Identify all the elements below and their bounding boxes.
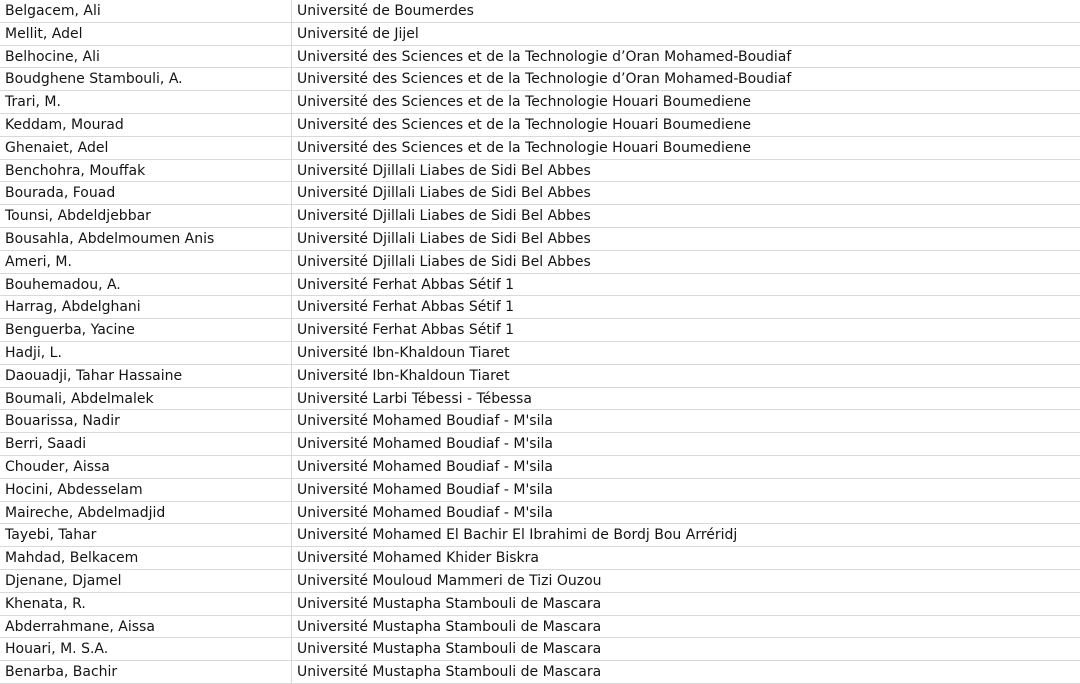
name-cell[interactable]: Djenane, Djamel — [0, 570, 292, 592]
university-cell[interactable]: Université des Sciences et de la Technologie Houari Boumediene — [297, 94, 751, 111]
name-cell[interactable]: Tounsi, Abdeldjebbar — [0, 205, 292, 227]
name-cell[interactable]: Trari, M. — [0, 91, 292, 113]
table-row — [0, 479, 1080, 502]
name-cell[interactable]: Abderrahmane, Aissa — [0, 616, 292, 638]
university-cell[interactable]: Université Mustapha Stambouli de Mascara — [297, 641, 602, 658]
university-cell[interactable]: Université Mohamed Boudiaf - M'sila — [297, 458, 553, 475]
university-cell[interactable]: Université de Boumerdes — [297, 3, 474, 19]
name-cell[interactable]: Houari, M. S.A. — [0, 638, 292, 660]
table-row — [0, 388, 1080, 411]
table-row — [0, 114, 1080, 137]
table-row — [0, 342, 1080, 365]
university-cell[interactable]: Université Larbi Tébessi - Tébessa — [297, 390, 532, 407]
university-cell[interactable]: Université des Sciences et de la Technologie d’Oran Mohamed-Boudiaf — [297, 71, 792, 88]
name-cell[interactable]: Hocini, Abdesselam — [0, 479, 292, 501]
table-row — [0, 251, 1080, 274]
university-cell[interactable]: Université Ferhat Abbas Sétif 1 — [297, 299, 515, 316]
name-cell[interactable]: Benchohra, Mouffak — [0, 160, 292, 182]
name-cell[interactable]: Hadji, L. — [0, 342, 292, 364]
university-cell[interactable]: Université des Sciences et de la Technologie Houari Boumediene — [297, 116, 751, 133]
name-cell[interactable]: Khenata, R. — [0, 593, 292, 615]
university-cell[interactable]: Université Mohamed Khider Biskra — [297, 550, 539, 567]
table-row — [0, 228, 1080, 251]
university-cell[interactable]: Université Djillali Liabes de Sidi Bel Abbes — [297, 208, 591, 225]
university-cell[interactable]: Université des Sciences et de la Technologie Houari Boumediene — [297, 139, 751, 156]
name-cell[interactable]: Keddam, Mourad — [0, 114, 292, 136]
name-cell[interactable]: Chouder, Aissa — [0, 456, 292, 478]
university-cell[interactable]: Université Mustapha Stambouli de Mascara — [297, 618, 602, 635]
table-row — [0, 593, 1080, 616]
table-row — [0, 182, 1080, 205]
table-row — [0, 205, 1080, 228]
table-row — [0, 524, 1080, 547]
table-row — [0, 46, 1080, 69]
university-cell[interactable]: Université Djillali Liabes de Sidi Bel Abbes — [297, 162, 591, 179]
table-row — [0, 68, 1080, 91]
name-cell[interactable]: Ameri, M. — [0, 251, 292, 273]
table-row — [0, 0, 1080, 23]
university-cell[interactable]: Université Djillali Liabes de Sidi Bel Abbes — [297, 253, 591, 270]
table-row — [0, 456, 1080, 479]
name-cell[interactable]: Harrag, Abdelghani — [0, 296, 292, 318]
name-cell[interactable]: Bousahla, Abdelmoumen Anis — [0, 228, 292, 250]
university-cell[interactable]: Université Mouloud Mammeri de Tizi Ouzou — [297, 572, 602, 589]
university-cell[interactable]: Université Ibn-Khaldoun Tiaret — [297, 367, 510, 384]
name-cell[interactable]: Bouhemadou, A. — [0, 274, 292, 296]
table-row — [0, 296, 1080, 319]
university-cell[interactable]: Université Ferhat Abbas Sétif 1 — [297, 322, 515, 339]
table-row — [0, 319, 1080, 342]
table-row — [0, 616, 1080, 639]
table-row — [0, 410, 1080, 433]
university-cell[interactable]: Université Mohamed El Bachir El Ibrahimi de Bordj Bou Arréridj — [297, 527, 738, 544]
university-cell[interactable]: Université Djillali Liabes de Sidi Bel Abbes — [297, 230, 591, 247]
name-cell[interactable]: Boumali, Abdelmalek — [0, 388, 292, 410]
university-cell[interactable]: Université Mohamed Boudiaf - M'sila — [297, 481, 553, 498]
table-row — [0, 274, 1080, 297]
name-cell[interactable]: Tayebi, Tahar — [0, 524, 292, 546]
table-row — [0, 365, 1080, 388]
university-cell[interactable]: Université Mohamed Boudiaf - M'sila — [297, 436, 553, 453]
name-cell[interactable]: Benguerba, Yacine — [0, 319, 292, 341]
table-row — [0, 661, 1080, 684]
table-row — [0, 433, 1080, 456]
name-cell[interactable]: Mellit, Adel — [0, 23, 292, 45]
table-row — [0, 570, 1080, 593]
university-cell[interactable]: Université Mustapha Stambouli de Mascara — [297, 595, 602, 612]
university-cell[interactable]: Université Mohamed Boudiaf - M'sila — [297, 413, 553, 430]
table-row — [0, 91, 1080, 114]
table-row — [0, 638, 1080, 661]
table-row — [0, 23, 1080, 46]
name-cell[interactable]: Belgacem, Ali — [0, 0, 292, 22]
university-cell[interactable]: Université Mustapha Stambouli de Mascara — [297, 664, 602, 681]
table-row — [0, 137, 1080, 160]
name-cell[interactable]: Belhocine, Ali — [0, 46, 292, 68]
table-row — [0, 502, 1080, 525]
university-cell[interactable]: Université de Jijel — [297, 25, 419, 42]
university-cell[interactable]: Université Djillali Liabes de Sidi Bel Abbes — [297, 185, 591, 202]
name-cell[interactable]: Boudghene Stambouli, A. — [0, 68, 292, 90]
name-cell[interactable]: Bouarissa, Nadir — [0, 410, 292, 432]
name-cell[interactable]: Mahdad, Belkacem — [0, 547, 292, 569]
name-cell[interactable]: Maireche, Abdelmadjid — [0, 502, 292, 524]
table-row — [0, 547, 1080, 570]
university-cell[interactable]: Université des Sciences et de la Technologie d’Oran Mohamed-Boudiaf — [297, 48, 792, 65]
name-cell[interactable]: Bourada, Fouad — [0, 182, 292, 204]
university-cell[interactable]: Université Ibn-Khaldoun Tiaret — [297, 344, 510, 361]
university-cell[interactable]: Université Ferhat Abbas Sétif 1 — [297, 276, 515, 293]
university-cell[interactable]: Université Mohamed Boudiaf - M'sila — [297, 504, 553, 521]
name-cell[interactable]: Berri, Saadi — [0, 433, 292, 455]
name-cell[interactable]: Benarba, Bachir — [0, 661, 292, 683]
name-cell[interactable]: Ghenaiet, Adel — [0, 137, 292, 159]
name-cell[interactable]: Daouadji, Tahar Hassaine — [0, 365, 292, 387]
table-row — [0, 160, 1080, 183]
